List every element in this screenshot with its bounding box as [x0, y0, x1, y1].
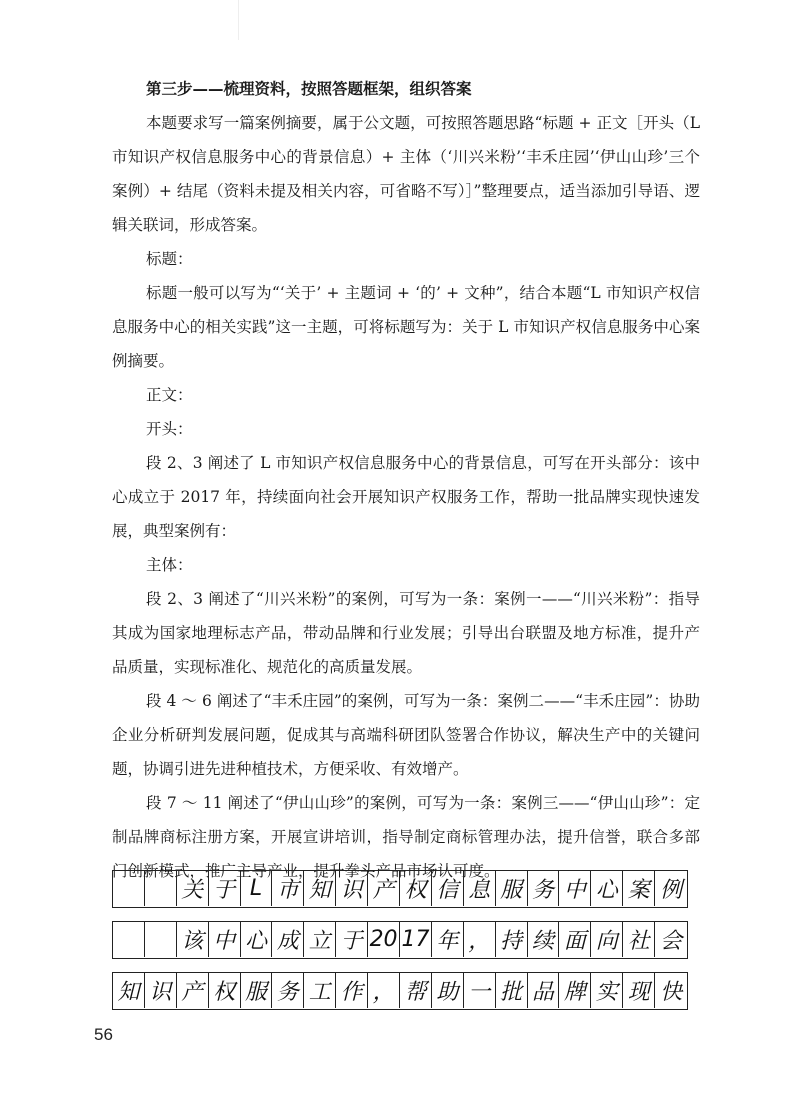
grid-cell: 17	[400, 922, 432, 957]
grid-cell: 于	[209, 871, 241, 906]
grid-cell: L	[241, 871, 273, 906]
grid-cell: 关	[177, 871, 209, 906]
answer-text-block	[112, 72, 700, 888]
grid-cell: ，	[368, 973, 400, 1008]
grid-cell: 产	[177, 973, 209, 1008]
scan-artifact-line	[238, 0, 239, 40]
opening-paragraph: 段 2、3 阐述了 L 市知识产权信息服务中心的背景信息，可写在开头部分：该中心成立于 2017 年，持续面向社会开展知识产权服务工作，帮助一批品牌实现快速发展，典型案例有：	[112, 454, 700, 540]
case-two-paragraph: 段 4 ～ 6 阐述了“丰禾庄园”的案例，可写为一条：案例二——“丰禾庄园”：协助企业分析研判发展问题，促成其与高端科研团队签署合作协议，解决生产中的关键问题，协调引进先进种植技术，方便采收、有效增产。	[112, 692, 700, 778]
grid-cell: 快	[660, 980, 683, 1005]
grid-cell: 中	[559, 871, 591, 906]
grid-cell: 知	[304, 871, 336, 906]
grid-cell: 务	[528, 871, 560, 906]
grid-cell: 信	[432, 871, 464, 906]
case-three-paragraph: 段 7 ～ 11 阐述了“伊山山珍”的案例，可写为一条：案例三——“伊山山珍”：定制品牌商标注册方案，开展宣讲培训，指导制定商标管理办法，提升信誉，联合多部门创新模式，推广主导产业，提升拳头产品市场认可度。	[112, 794, 700, 880]
grid-cell	[113, 922, 145, 957]
grid-cell: 心	[241, 922, 273, 957]
grid-cell: ，	[464, 922, 496, 957]
title-paragraph: 标题一般可以写为“‘关于’ + 主题词 + ‘的’ + 文种”，结合本题“L 市知识产权信息服务中心的相关实践”这一主题，可将标题写为：关于 L 市知识产权信息服务中心案例摘要。	[112, 284, 700, 370]
grid-cell: 20	[368, 922, 400, 957]
grid-cell: 向	[591, 922, 623, 957]
grid-cell: 知	[113, 973, 145, 1008]
grid-cell: 工	[304, 973, 336, 1008]
grid-cell: 权	[400, 871, 432, 906]
grid-cell: 现	[623, 973, 655, 1008]
grid-cell: 于	[336, 922, 368, 957]
grid-cell: 识	[145, 973, 177, 1008]
grid-cell: 服	[496, 871, 528, 906]
case-one-paragraph: 段 2、3 阐述了“川兴米粉”的案例，可写为一条：案例一——“川兴米粉”：指导其成为国家地理标志产品，带动品牌和行业发展；引导出台联盟及地方标准，提升产品质量，实现标准化、规范化的高质量发展。	[112, 590, 700, 676]
grid-cell: 成	[272, 922, 304, 957]
grid-cell: 作	[336, 973, 368, 1008]
grid-cell: 中	[209, 922, 241, 957]
grid-cell: 识	[336, 871, 368, 906]
grid-cell: 例	[660, 878, 683, 903]
grid-cell: 息	[464, 871, 496, 906]
grid-cell	[145, 922, 177, 957]
grid-cell: 持	[496, 922, 528, 957]
grid-cell: 服	[241, 973, 273, 1008]
main-label: 主体：	[146, 556, 193, 574]
grid-cell: 品	[528, 973, 560, 1008]
grid-cell: 面	[559, 922, 591, 957]
grid-cell	[113, 871, 145, 906]
grid-cell: 权	[209, 973, 241, 1008]
grid-cell: 务	[272, 973, 304, 1008]
grid-cell: 案	[623, 871, 655, 906]
grid-cell: 心	[591, 871, 623, 906]
opening-label: 开头：	[146, 420, 193, 438]
answer-grid	[112, 870, 688, 1023]
grid-cell: 该	[177, 922, 209, 957]
grid-cell: 年	[432, 922, 464, 957]
grid-cell: 社	[623, 922, 655, 957]
grid-row-1	[112, 870, 688, 908]
grid-cell: 会	[660, 929, 683, 954]
grid-cell: 续	[528, 922, 560, 957]
grid-cell: 帮	[400, 973, 432, 1008]
grid-cell: 助	[432, 973, 464, 1008]
grid-row-3	[112, 972, 688, 1010]
grid-cell: 一	[464, 973, 496, 1008]
page-number: 56	[94, 1025, 113, 1044]
grid-cell: 产	[368, 871, 400, 906]
grid-cell: 实	[591, 973, 623, 1008]
step-heading: 第三步——梳理资料，按照答题框架，组织答案	[146, 80, 472, 98]
intro-paragraph: 本题要求写一篇案例摘要，属于公文题，可按照答题思路“标题 + 正文［开头（L 市知识产权信息服务中心的背景信息）+ 主体（‘川兴米粉’‘丰禾庄园’‘伊山山珍’三个案例）+ 结尾（资料未提及相关内容，可省略不写）］”整理要点，适当添加引导语、逻辑关联词，形成答案。	[112, 114, 700, 234]
grid-cell: 立	[304, 922, 336, 957]
grid-cell	[145, 871, 177, 906]
grid-cell: 牌	[559, 973, 591, 1008]
grid-cell: 市	[272, 871, 304, 906]
grid-cell: 批	[496, 973, 528, 1008]
body-label: 正文：	[146, 386, 193, 404]
grid-row-2	[112, 921, 688, 959]
title-label: 标题：	[146, 250, 193, 268]
